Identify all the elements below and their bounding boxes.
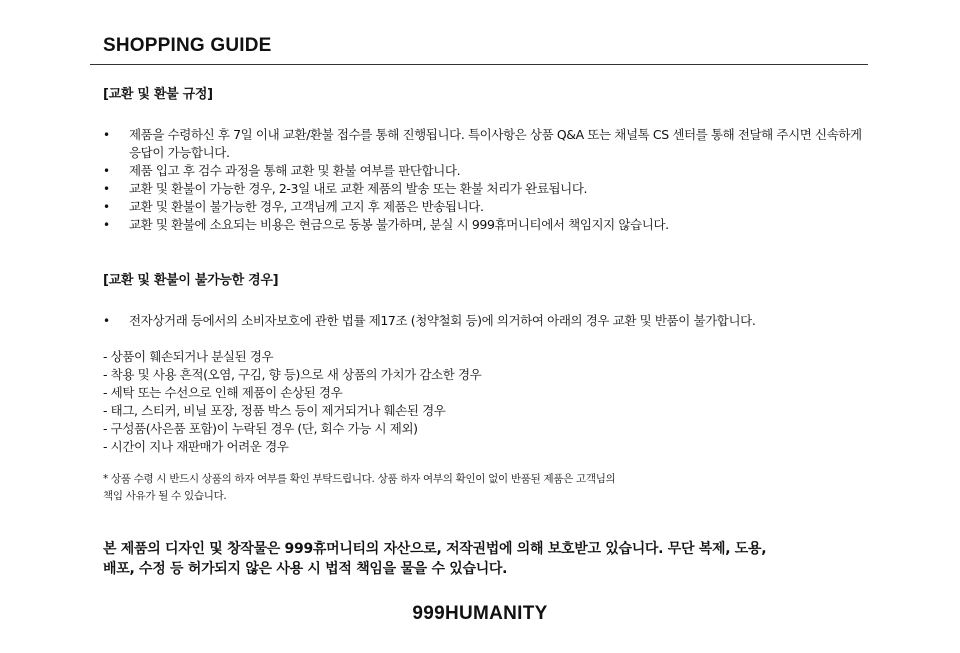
list-item: - 태그, 스티커, 비닐 포장, 정품 박스 등이 제거되거나 훼손된 경우 [103, 403, 446, 418]
copyright-notice [103, 539, 873, 579]
list-item: - 세탁 또는 수선으로 인해 제품이 손상된 경우 [103, 385, 343, 400]
list-item: • 제품 입고 후 검수 과정을 통해 교환 및 환불 여부를 판단합니다. [103, 163, 461, 178]
list-item: • 제품을 수령하신 후 7일 이내 교환/환불 접수를 통해 진행됩니다. 특이사항은 상품 Q&A 또는 채널톡 CS 센터를 통해 전달해 주시면 신속하게 응답이 가능합니다. [103, 127, 862, 160]
page-title: SHOPPING GUIDE [103, 35, 272, 56]
list-item: - 시간이 지나 재판매가 어려운 경우 [103, 439, 289, 454]
exchange-policy-list [103, 126, 873, 234]
list-item: - 착용 및 사용 흔적(오염, 구김, 향 등)으로 새 상품의 가치가 감소한 경우 [103, 367, 482, 382]
note-line: * 상품 수령 시 반드시 상품의 하자 여부를 확인 부탁드립니다. 상품 하자 여부의 확인이 없이 반품된 제품은 고객님의 [103, 473, 616, 485]
exchange-policy-heading: [교환 및 환불 규정] [103, 87, 213, 102]
list-item: - 상품이 훼손되거나 분실된 경우 [103, 349, 274, 364]
not-allowed-intro-list [103, 312, 873, 330]
not-allowed-cases [103, 348, 873, 456]
title-divider [90, 64, 868, 65]
list-item: • 전자상거래 등에서의 소비자보호에 관한 법률 제17조 (청약철회 등)에 의거하여 아래의 경우 교환 및 반품이 불가합니다. [103, 313, 756, 328]
list-item: - 구성품(사은품 포함)이 누락된 경우 (단, 회수 가능 시 제외) [103, 421, 418, 436]
inspection-note [103, 471, 873, 505]
list-item: • 교환 및 환불이 불가능한 경우, 고객님께 고지 후 제품은 반송됩니다. [103, 199, 484, 214]
list-item: • 교환 및 환불이 가능한 경우, 2-3일 내로 교환 제품의 발송 또는 환불 처리가 완료됩니다. [103, 181, 588, 196]
copyright-line: 본 제품의 디자인 및 창작물은 999휴머니티의 자산으로, 저작권법에 의해 보호받고 있습니다. 무단 복제, 도용, [103, 541, 767, 557]
not-allowed-heading: [교환 및 환불이 불가능한 경우] [103, 273, 279, 288]
brand-logo-text: 999HUMANITY [412, 603, 548, 624]
guide-content [103, 86, 873, 579]
note-line: 책임 사유가 될 수 있습니다. [103, 490, 227, 502]
list-item: • 교환 및 환불에 소요되는 비용은 현금으로 동봉 불가하며, 분실 시 999휴머니티에서 책임지지 않습니다. [103, 217, 669, 232]
copyright-line: 배포, 수정 등 허가되지 않은 사용 시 법적 책임을 물을 수 있습니다. [103, 561, 508, 577]
